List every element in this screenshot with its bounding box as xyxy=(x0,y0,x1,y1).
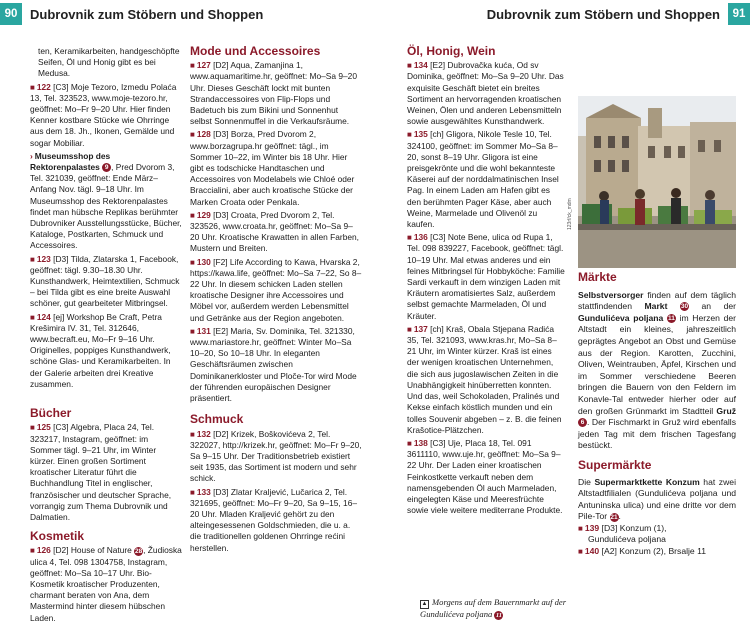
shopping-bag-icon: ■ xyxy=(30,423,35,433)
shopping-bag-icon: ■ xyxy=(30,312,35,322)
shopping-bag-icon: ■ xyxy=(190,61,195,71)
shopping-bag-icon: ■ xyxy=(190,429,195,439)
page-number-right: 91 xyxy=(728,3,750,25)
listing-128: ■ 128 [D3] Borza, Pred Dvorom 2, www.borzagrupa.hr geöffnet: tägl., im Sommer 10–22, im Winter bis 18 Uhr. Hier gibt es todschicke Handtaschen und Accessoires von Modelabels wie Chloé oder Braccialini, aber auch kroatische Stücke der Marken Croata oder Penkala. xyxy=(190,129,355,207)
listing-134: ■ 134 [E2] Dubrovačka kuća, Od sv Dominika, geöffnet: Mo–Sa 9–20 Uhr. Das exquisite Geschäft bietet ein breites Sortiment an hervorragenden kroatischen Weinen, Ölen und anderen Lebensmitteln sowie ausgewähltes Kunsthandwerk. xyxy=(407,60,564,127)
maerkte-paragraph: Selbstversorger finden auf dem täglich stattfindenden Markt 30 an der Gundulićeva poljana 11 im Herzen der Altstadt ein kleines, jahreszeitlich geprägtes Angebot an Obst und Gemüse aus der Region. Karotten, Zucchini, Oliven, Weintrauben, Äpfel, Kirschen und im Sommer verschiedene Beeren bringen die Bauern von den Feldern im Konavle-Tal entweder hierher oder auf den großen Grünmarkt im Stadtteil Gruž 6 . Der Fischmarkt in Gruž wird ebenfalls jeden Tag mit dem frischen Tagesfang bestückt. xyxy=(578,289,737,451)
section-heading-schmuck: Schmuck xyxy=(190,412,244,427)
section-heading-kosmetik: Kosmetik xyxy=(30,529,85,544)
listing-131: ■ 131 [E2] Maria, Sv. Dominika, Tel. 321330, www.mariastore.hr, geöffnet: Winter Mo–Sa 10–20, So 10–18 Uhr. In eleganten Geschäftsräumen zwischen Dominikanerkloster und Ploče-Tor wird Mode der führenden europäischen Designer präsentiert. xyxy=(190,325,357,404)
shopping-bag-icon: ■ xyxy=(190,130,195,140)
arrow-right-icon: › xyxy=(30,150,33,161)
listing-123: ■ 123 [D3] Tilda, Zlatarska 1, Facebook, geöffnet: tägl. 9.30–18.30 Uhr. Kunsthandwerk, Heimtextilien, Schmuck – bei Tilda gibt es eine breite Auswahl schöner, gut gearbeiteter Mitbringsel. xyxy=(30,253,180,309)
page-header-right xyxy=(375,0,750,28)
shopping-bag-icon: ■ xyxy=(190,257,195,267)
listing-140: ■ 140 [A2] Konzum (2), Brsalje 11 xyxy=(578,546,707,557)
listing-136: ■ 136 [C3] Note Bene, ulica od Rupa 1, Tel. 098 839227, Facebook, geöffnet: tägl. 10–19 Uhr. Mal etwas anderes und ein feines Mitbringsel für Hobbyköche: Familie Sardi verkauft in dem winzigen Laden mit Kräutern aromatisiertes Salz, außerdem selbst gemachte Marmeladen, Öl und Kräuter. xyxy=(407,232,565,321)
listing-129: ■ 129 [D3] Croata, Pred Dvorom 2, Tel. 323526, www.croata.hr, geöffnet: Mo–Sa 9–20 Uhr. Kroatische Krawatten in allen Farben, Mustern und Breiten. xyxy=(190,209,359,254)
shopping-bag-icon: ■ xyxy=(407,61,412,71)
shopping-bag-icon: ■ xyxy=(578,523,583,533)
shopping-bag-icon: ■ xyxy=(407,233,412,243)
listing-museumsshop: › Museumsshop des Rektorenpalastes 9 , Pred Dvorom 3, Tel. 321039, geöffnet: Ende März–Anfang Nov. tägl. 9–18 Uhr. Im Museumsshop des Rektorenpalastes findet man hübsche Replikas berühmter Dubrovniker Ausstellungsstücke, Bücher, Kataloge, Postkarten, Schmuck und Accessoires. xyxy=(30,150,182,251)
shopping-bag-icon: ■ xyxy=(190,210,195,220)
listing-122: ■ 122 [C3] Moje Tezoro, Izmedu Polaća 13, Tel. 323523, www.moje-tezoro.hr, geöffnet: Mo–Fr 9–20 Uhr. Hier finden Kenner kostbare Stücke wie Ohrringe aus dem 18. Jh., Ikonen, Gemälde und sogar Mobiliar. xyxy=(30,81,177,148)
page-number-left: 90 xyxy=(0,3,22,25)
page-header-left xyxy=(0,0,370,28)
running-title-right: Dubrovnik zum Stöbern und Shoppen xyxy=(486,6,720,22)
listing-126: ■ 126 [D2] House of Nature 28, Žudioska ulica 4, Tel. 098 1304758, Instagram, geöffnet: Mo–Sa 10–17 Uhr. Bio-Kosmetik kroatischer Produzenten, charmant beraten von Ana, dem Mastermind hinter diesem hübschen Laden. xyxy=(30,545,182,623)
shopping-bag-icon: ■ xyxy=(190,326,195,336)
shopping-bag-icon: ■ xyxy=(30,546,35,556)
map-marker-badge: 11 xyxy=(668,315,675,323)
listing-138: ■ 138 [C3] Uje, Placa 18, Tel. 091 3611110, www.uje.hr, geöffnet: Mo–Sa 9–22 Uhr. Der Laden einer kroatischen Feinkostkette verkauft neben dem namensgebenden Öl auch Marmeladen, eingelegten Käse und Meeresfrüchte sowie viele weitere mediterrane Produkte. xyxy=(407,437,563,516)
section-heading-oel-honig-wein: Öl, Honig, Wein xyxy=(407,44,496,58)
shopping-bag-icon: ■ xyxy=(407,324,412,334)
listing-133: ■ 133 [D3] Zlatar Kraljević, Lučarica 2, Tel. 321695, geöffnet: Mo–Fr 9–20, Sa 9–15, 16–20 Uhr. Mladen Kraljević gehört zu den alteingesessenen Goldschmieden, die u. a. die traditionellen goldenen Ohrringe rećini herstellen. xyxy=(190,486,358,553)
shopping-bag-icon: ■ xyxy=(578,547,583,557)
shopping-bag-icon: ■ xyxy=(30,82,35,92)
arrow-up-icon: ▲ xyxy=(421,601,428,607)
map-marker-badge: 21 xyxy=(610,513,618,521)
section-heading-mode: Mode und Accessoires xyxy=(190,44,321,58)
running-title-left: Dubrovnik zum Stöbern und Shoppen xyxy=(30,6,264,22)
listing-130: ■ 130 [F2] Life According to Kawa, Hvarska 2, https://kawa.life, geöffnet: Mo–Sa 7–22, So 8–22 Uhr. In diesem schicken Laden stellen kroatische Designer ihre Accessoires und Möbel vor, außerdem werden Lebensmittel und Getränke aus der Region angeboten. xyxy=(190,256,362,323)
column-4 xyxy=(578,272,736,558)
shopping-bag-icon: ■ xyxy=(30,254,35,264)
listing-124: ■ 124 [ej] Workshop Be Craft, Petra Krešimira IV. 31, Tel. 312646, www.becraft.eu, Mo–Fr 9–16 Uhr. Originelles, poppiges Kunsthandwerk, schöne Glas- und Keramikarbeiten. In der Galerie arbeiten drei Kreative zusammen. xyxy=(30,311,171,389)
supermaerkte-paragraph: Die Supermarktkette Konzum hat zwei Altstadtfilialen (Gundulićeva poljana und Antuninska ulica) und eine dritte vor dem Pile-Tor 21. xyxy=(578,476,736,522)
listing-135: ■ 135 [ch] Gligora, Nikole Tesle 10, Tel. 324100, geöffnet: im Sommer Mo–Sa 8–20, sonst 8–19 Uhr. Gligora ist eine preisgekrönte und die wohl bekannteste Käserei auf der norddalmatinischen Insel Pag. In einem Laden am Hafen gibt es den berühmten Pager Käse, aber auch Weine, Marmelade und Olivenöl zu kaufen. xyxy=(407,129,559,230)
listing-132: ■ 132 [D2] Krizek, Boškovićeva 2, Tel. 322027, http://krizek.hr, geöffnet: Mo–Fr 9–20, Sa 9–15 Uhr. Der Traditionsbetrieb existiert seit 1935, das Sortiment ist modern und sehr schick. xyxy=(190,428,362,484)
market-photo xyxy=(578,96,736,268)
section-heading-maerkte: Märkte xyxy=(578,270,617,284)
column-1 xyxy=(30,46,182,626)
photo-caption: ▲ Morgens auf dem Bauernmarkt auf der Gundulićeva poljana 11 xyxy=(420,597,567,619)
listing-139-address: Gundulićeva poljana xyxy=(588,534,666,545)
map-marker-badge: 11 xyxy=(495,611,503,619)
section-heading-supermaerkte: Supermärkte xyxy=(578,457,652,472)
map-marker-badge: 6 xyxy=(578,418,587,427)
section-heading-buecher: Bücher xyxy=(30,406,72,421)
shopping-bag-icon: ■ xyxy=(190,487,195,497)
listing-125: ■ 125 [C3] Algebra, Placa 24, Tel. 323217, Instagram, geöffnet: im Sommer tägl. 9–21 Uhr, im Winter kürzer. Einen großen Sortiment kroatischer Literatur führt die Buchhandlung Titel in englischer, französischer und deutscher Sprache, vorrangig zum Thema Dubrovnik und Dalmatien. xyxy=(30,422,172,522)
map-marker-badge: 28 xyxy=(135,547,143,555)
market-photo-illustration xyxy=(578,96,736,268)
column-2 xyxy=(190,46,362,556)
listing-137: ■ 137 [ch] Kraš, Obala Stjepana Radića 35, Tel. 321093, www.kras.hr, Mo–Sa 8–21 Uhr, im Winter kürzer. Kraš ist eines der wenigen kroatischen Unternehmen, die sich aus jugoslawischen Zeiten in die Unabhängigkeit hinüberretten konnten. Und das, weil Schokoladen, Pralinés und Kekse einfach köstlich munden und ein tolles Souvenir abgeben – z. B. die feinen Krašotice-Plätzchen. xyxy=(407,323,562,435)
column-3 xyxy=(407,46,565,518)
shopping-bag-icon: ■ xyxy=(407,438,412,448)
photo-credit: 123rf/ck_mdm xyxy=(567,198,573,230)
shopping-bag-icon: ■ xyxy=(407,130,412,140)
listing-139: ■ 139 [D3] Konzum (1), xyxy=(578,522,667,533)
listing-127: ■ 127 [D2] Aqua, Zamanjina 1, www.aquamaritime.hr, geöffnet: Mo–Sa 9–20 Uhr. Dieses Geschäft lockt mit bunten Strandaccessoires von Flip-Flops und Badetuch bis zum Bikini und Sonnenhut selbst Sonnenmuffel in die Verkaufsräume. xyxy=(190,60,357,127)
intro-text: ten, Keramikarbeiten, handgeschöpfte Seifen, Öl und Honig gibt es bei Medusa. xyxy=(38,46,180,79)
map-marker-badge: 30 xyxy=(680,303,689,311)
map-marker-badge: 9 xyxy=(102,163,111,172)
